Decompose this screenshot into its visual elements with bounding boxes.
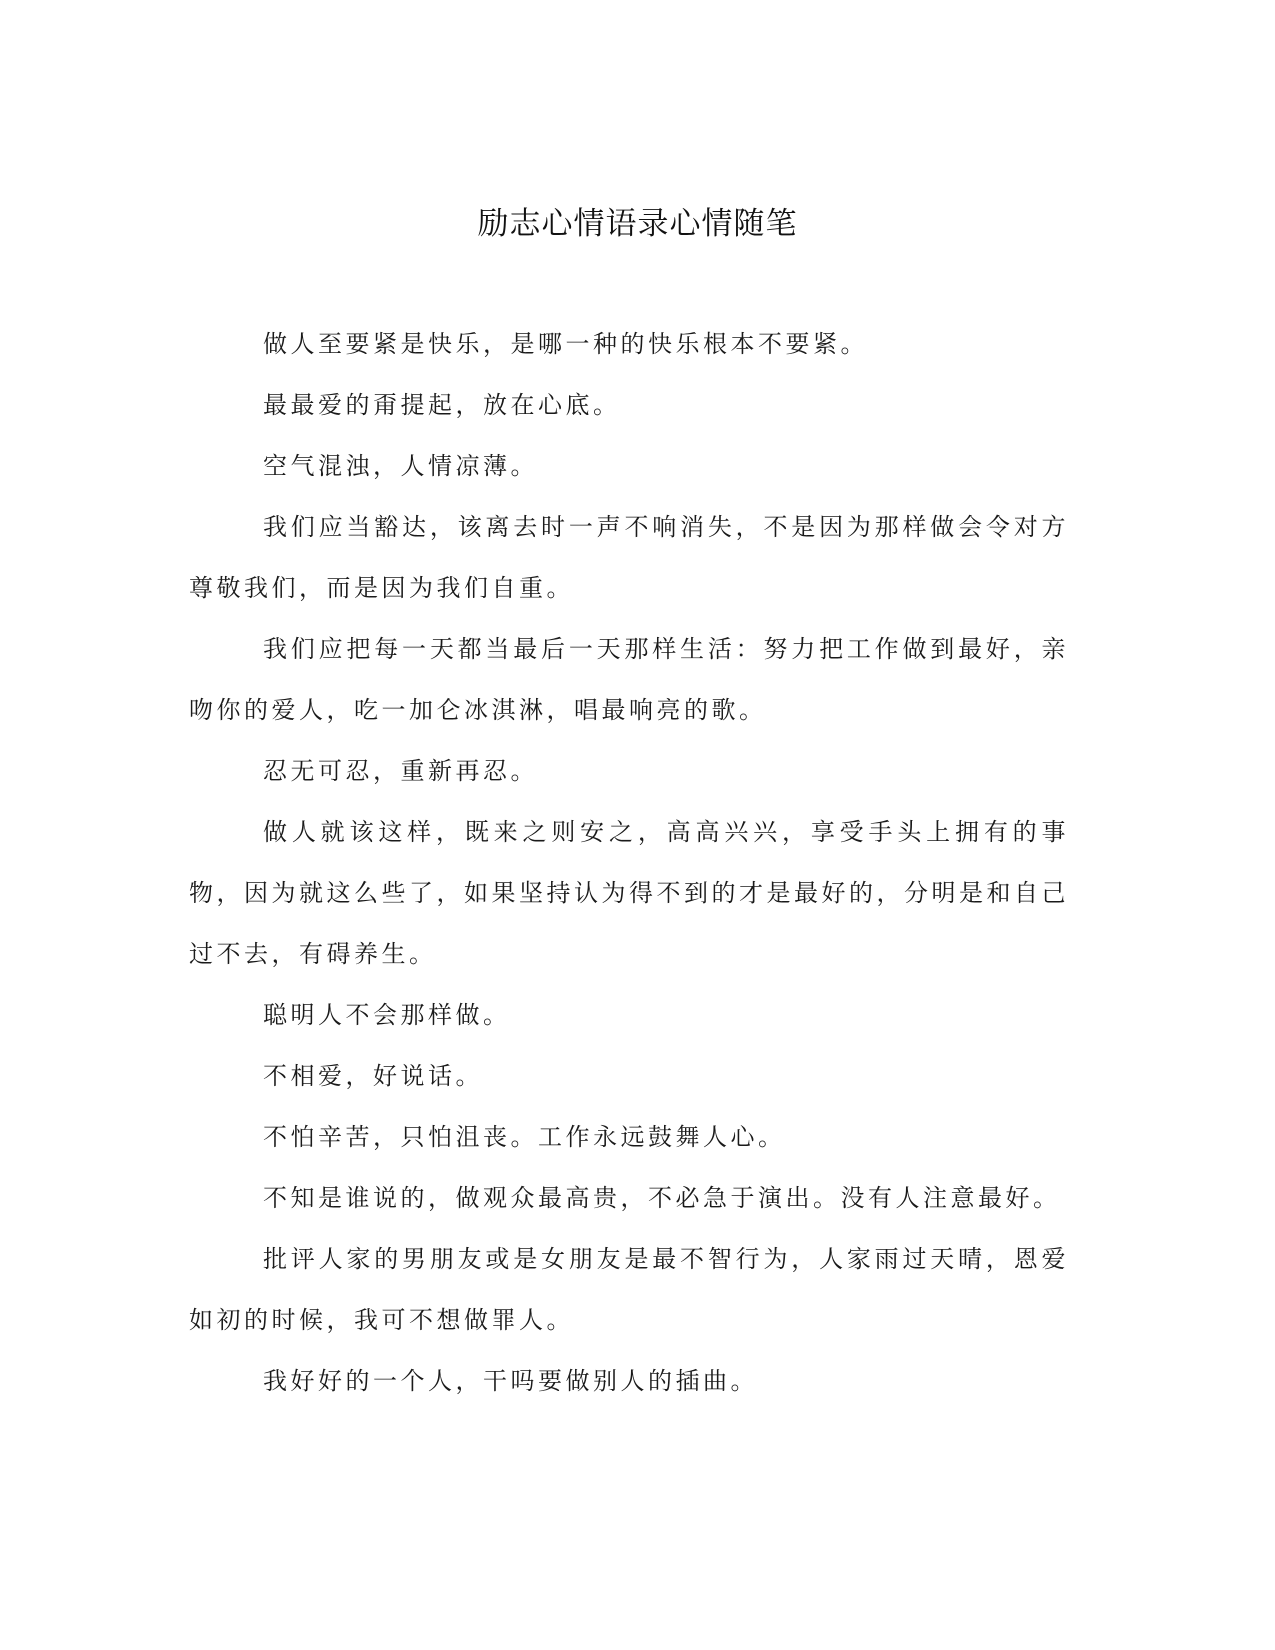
paragraph: 我们应当豁达，该离去时一声不响消失，不是因为那样做会令对方尊敬我们，而是因为我们自重。: [189, 513, 1069, 602]
paragraph: 做人至要紧是快乐，是哪一种的快乐根本不要紧。: [263, 330, 868, 358]
paragraph: 我好好的一个人，干吗要做别人的插曲。: [263, 1367, 758, 1395]
paragraph: 不知是谁说的，做观众最高贵，不必急于演出。没有人注意最好。: [263, 1184, 1061, 1212]
paragraph: 聪明人不会那样做。: [263, 1001, 511, 1029]
paragraph: 空气混浊，人情凉薄。: [263, 452, 538, 480]
paragraph: 我们应把每一天都当最后一天那样生活：努力把工作做到最好，亲吻你的爱人，吃一加仑冰淇淋，唱最响亮的歌。: [189, 635, 1069, 724]
document-body: [189, 314, 1069, 1412]
paragraph: 批评人家的男朋友或是女朋友是最不智行为，人家雨过天晴，恩爱如初的时候，我可不想做罪人。: [189, 1245, 1069, 1334]
paragraph: 最最爱的甭提起，放在心底。: [263, 391, 621, 419]
paragraph: 不相爱，好说话。: [263, 1062, 483, 1090]
paragraph: 忍无可忍，重新再忍。: [263, 757, 538, 785]
paragraph: 做人就该这样，既来之则安之，高高兴兴，享受手头上拥有的事物，因为就这么些了，如果坚持认为得不到的才是最好的，分明是和自己过不去，有碍养生。: [189, 818, 1069, 968]
paragraph: 不怕辛苦，只怕沮丧。工作永远鼓舞人心。: [263, 1123, 786, 1151]
page-title: 励志心情语录心情随笔: [477, 206, 798, 242]
